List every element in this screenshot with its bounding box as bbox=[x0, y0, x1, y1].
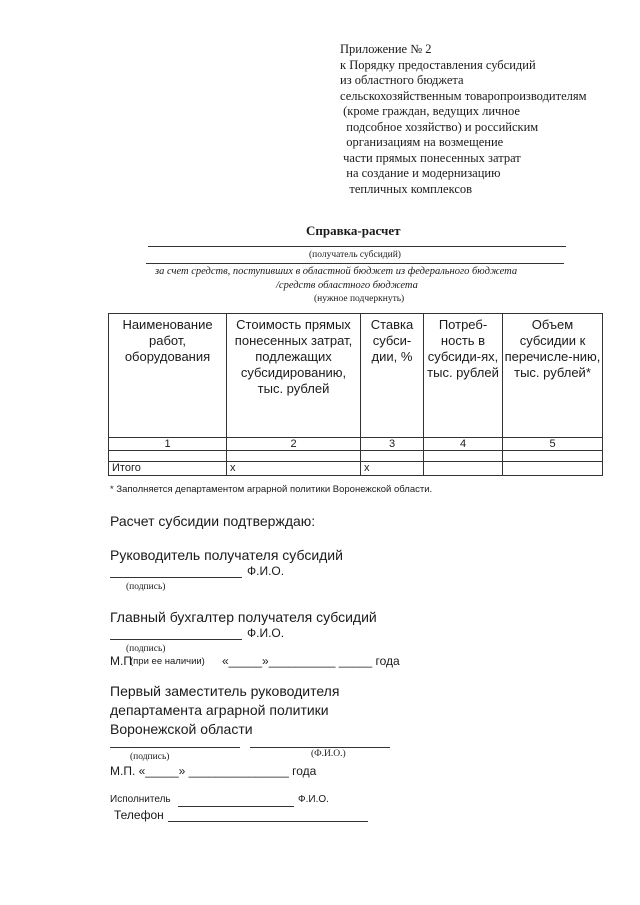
appendix-line: на создание и модернизацию bbox=[340, 166, 501, 180]
deputy-fio-line[interactable] bbox=[250, 747, 390, 748]
header-volume: Объем субсидии к перечисле-нию, тыс. рублей* bbox=[503, 314, 603, 438]
column-number: 2 bbox=[227, 438, 361, 451]
total-cell[interactable] bbox=[424, 462, 503, 476]
appendix-line: (кроме граждан, ведущих личное bbox=[340, 104, 520, 118]
funding-source-line2: /средств областного бюджета bbox=[276, 280, 418, 291]
document-title: Справка-расчет bbox=[306, 223, 401, 238]
deputy-sign-caption: (подпись) bbox=[130, 752, 170, 762]
header-cost: Стоимость прямых понесенных затрат, подлежащих субсидированию, тыс. рублей bbox=[227, 314, 361, 438]
column-number: 4 bbox=[424, 438, 503, 451]
appendix-line: части прямых понесенных затрат bbox=[340, 150, 521, 165]
appendix-line: Приложение № 2 bbox=[340, 42, 432, 56]
appendix-line: подсобное хозяйство) и российским bbox=[340, 119, 539, 134]
total-cell[interactable] bbox=[503, 462, 603, 476]
accountant-signature-line[interactable] bbox=[110, 639, 242, 640]
underline-note: (нужное подчеркнуть) bbox=[314, 294, 405, 304]
header-need: Потреб-ность в субсиди-ях, тыс. рублей bbox=[424, 314, 503, 438]
executor-name-line[interactable] bbox=[178, 806, 294, 807]
header-works: Наименование работ, оборудования bbox=[109, 314, 227, 438]
table-cell[interactable] bbox=[361, 451, 424, 462]
table-cell[interactable] bbox=[424, 451, 503, 462]
header-rate: Ставка субси-дии, % bbox=[361, 314, 424, 438]
accountant-sign-caption: (подпись) bbox=[126, 644, 166, 654]
mp-label: М.П bbox=[110, 654, 132, 668]
total-cell: х bbox=[361, 462, 424, 476]
confirm-text: Расчет субсидии подтверждаю: bbox=[110, 513, 316, 529]
mp-note: (при ее наличии) bbox=[130, 656, 205, 667]
head-fio: Ф.И.О. bbox=[247, 564, 285, 578]
appendix-line: из областного бюджета bbox=[340, 73, 464, 87]
column-number: 1 bbox=[109, 438, 227, 451]
table-number-row bbox=[109, 438, 603, 451]
deputy-signature-line[interactable] bbox=[110, 747, 240, 748]
appendix-line: организациям на возмещение bbox=[340, 135, 504, 149]
deputy-title-line2: департамента аграрной политики bbox=[110, 702, 329, 718]
recipient-field-line[interactable] bbox=[148, 246, 566, 247]
accountant-date[interactable]: «_____»__________ _____ года bbox=[222, 654, 400, 668]
deputy-fio-caption: (Ф.И.О.) bbox=[311, 749, 346, 759]
total-label: Итого bbox=[109, 462, 227, 476]
column-number: 5 bbox=[503, 438, 603, 451]
appendix-line: сельскохозяйственным товаропроизводителям bbox=[340, 88, 587, 103]
total-cell: х bbox=[227, 462, 361, 476]
calculation-table bbox=[108, 313, 603, 476]
table-header-row bbox=[109, 314, 603, 438]
head-title: Руководитель получателя субсидий bbox=[110, 547, 343, 563]
deputy-title-line1: Первый заместитель руководителя bbox=[110, 683, 340, 699]
footnote: * Заполняется департаментом аграрной политики Воронежской области. bbox=[110, 484, 433, 495]
head-sign-caption: (подпись) bbox=[126, 582, 166, 592]
accountant-fio: Ф.И.О. bbox=[247, 626, 285, 640]
head-signature-line[interactable] bbox=[110, 577, 242, 578]
deputy-mp-date[interactable]: М.П. «_____» _______________ года bbox=[110, 764, 317, 778]
appendix-line: тепличных комплексов bbox=[340, 181, 473, 196]
table-cell[interactable] bbox=[227, 451, 361, 462]
accountant-title: Главный бухгалтер получателя субсидий bbox=[110, 609, 377, 625]
appendix-header bbox=[340, 42, 587, 197]
phone-line[interactable] bbox=[168, 821, 368, 822]
phone-label: Телефон bbox=[114, 808, 164, 822]
deputy-title-line3: Воронежской области bbox=[110, 721, 253, 737]
table-cell[interactable] bbox=[503, 451, 603, 462]
column-number: 3 bbox=[361, 438, 424, 451]
executor-fio: Ф.И.О. bbox=[298, 794, 329, 805]
recipient-caption: (получатель субсидий) bbox=[309, 250, 401, 260]
appendix-line: к Порядку предоставления субсидий bbox=[340, 57, 536, 72]
table-total-row bbox=[109, 462, 603, 476]
table-row bbox=[109, 451, 603, 462]
executor-label: Исполнитель bbox=[110, 794, 171, 805]
table-cell[interactable] bbox=[109, 451, 227, 462]
divider-line bbox=[146, 263, 564, 264]
funding-source-line1: за счет средств, поступивших в областной бюджет из федерального бюджета bbox=[155, 266, 518, 277]
